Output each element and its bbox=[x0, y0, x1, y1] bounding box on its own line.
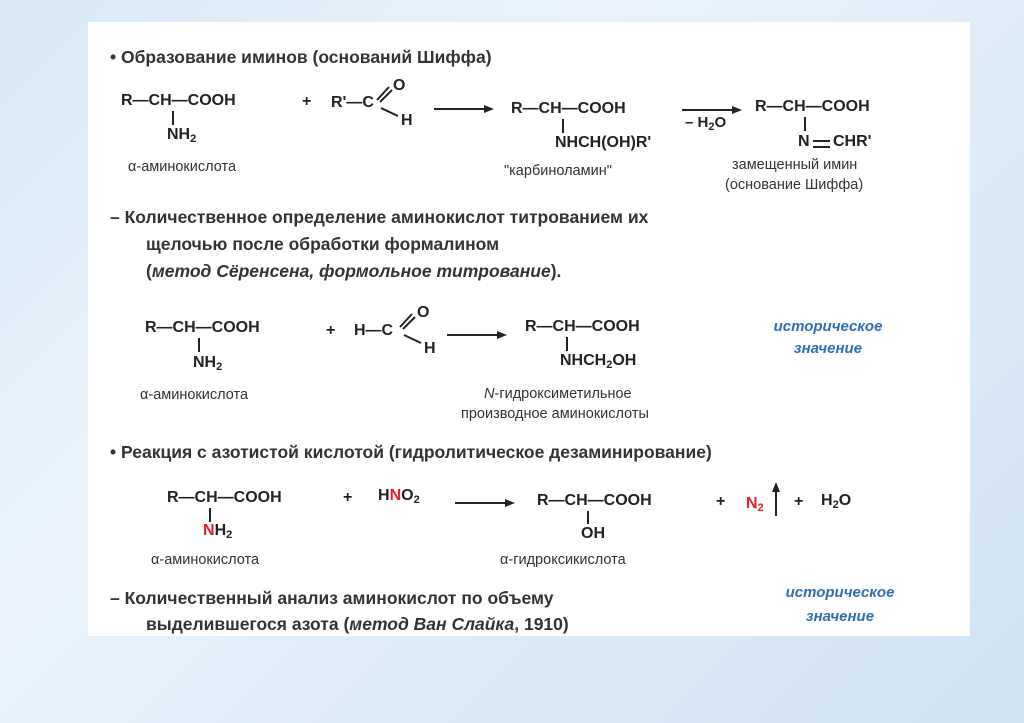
sorensen-line-2: щелочью после обработки формалином bbox=[146, 234, 500, 254]
r3-label-amino-acid: α-аминокислота bbox=[151, 552, 260, 568]
r1-product-n: N bbox=[798, 133, 810, 150]
r3-plus-1: + bbox=[343, 489, 353, 506]
r1-plus: + bbox=[302, 93, 312, 110]
r1-aldehyde-left: R'—C bbox=[331, 94, 374, 111]
r3-gas-up-arrow bbox=[771, 482, 781, 516]
r1-label-product-2: (основание Шиффа) bbox=[725, 177, 864, 193]
r2-product-bond bbox=[566, 337, 568, 351]
r2-product-substituent: $NHCH_2OH$ bbox=[560, 352, 637, 371]
r3-arrow bbox=[455, 498, 515, 508]
r1-arrow-1 bbox=[434, 104, 494, 114]
r2-formaldehyde-h: H bbox=[424, 340, 436, 357]
r2-formaldehyde-bonds bbox=[399, 311, 429, 351]
r2-note-line-2: значение bbox=[793, 340, 863, 357]
r2-note-line-1: историческое bbox=[773, 318, 883, 335]
r2-bond bbox=[198, 338, 200, 352]
slide bbox=[88, 22, 970, 636]
r2-product-chain: R—CH—COOH bbox=[525, 318, 640, 335]
r2-plus: + bbox=[326, 322, 336, 339]
r3-product-chain: R—CH—COOH bbox=[537, 492, 652, 509]
r2-amino-acid-chain: R—CH—COOH bbox=[145, 319, 260, 336]
r3-product-substituent: OH bbox=[581, 525, 605, 542]
r1-aldehyde-bonds bbox=[376, 84, 406, 124]
r1-aldehyde-h: H bbox=[401, 112, 413, 129]
r2-label-product-1: N-гидроксиметильное bbox=[484, 386, 632, 402]
r3-water: $H_2O$ bbox=[821, 492, 852, 511]
r1-intermediate-chain: R—CH—COOH bbox=[511, 100, 626, 117]
r3-plus-2: + bbox=[716, 493, 726, 510]
r1-double-bond bbox=[812, 138, 832, 150]
r1-product-tail: CHR' bbox=[833, 133, 872, 150]
r3-note-line-2: значение bbox=[805, 608, 875, 625]
vanslyke-line-1: – Количественный анализ аминокислот по объему bbox=[110, 588, 554, 608]
r3-nitrogen-gas: $N_2$ bbox=[746, 495, 764, 514]
r3-label-product: α-гидроксикислота bbox=[500, 552, 626, 568]
r3-plus-3: + bbox=[794, 493, 804, 510]
sorensen-line-1: – Количественное определение аминокислот титрованием их bbox=[110, 207, 649, 227]
r3-amino-acid-chain: R—CH—COOH bbox=[167, 489, 282, 506]
r1-amino-group: $NH_2$ bbox=[167, 126, 197, 145]
r3-amino-group: $NH_2$ bbox=[203, 522, 233, 541]
r2-amino-group: $NH_2$ bbox=[193, 354, 223, 373]
r1-aldehyde-o: O bbox=[393, 77, 406, 94]
imine-heading: • Образование иминов (оснований Шиффа) bbox=[110, 47, 492, 67]
r3-bond bbox=[209, 508, 211, 522]
r1-intermediate-bond bbox=[562, 119, 564, 133]
r3-nitrous-acid: $HNO_2$ bbox=[378, 487, 420, 506]
r1-intermediate-substituent: NHCH(OH)R' bbox=[555, 134, 652, 151]
r2-label-product-2: производное аминокислоты bbox=[461, 406, 649, 422]
r3-product-bond bbox=[587, 511, 589, 524]
r1-label-carbinolamine: "карбиноламин" bbox=[504, 163, 612, 179]
r1-label-product-1: замещенный имин bbox=[732, 157, 858, 173]
r2-formaldehyde-o: O bbox=[417, 304, 430, 321]
nitrous-heading: • Реакция с азотистой кислотой (гидролитическое дезаминирование) bbox=[110, 442, 712, 462]
r1-product-chain: R—CH—COOH bbox=[755, 98, 870, 115]
r1-water-loss: – $H_2O$ bbox=[685, 114, 727, 133]
r2-arrow bbox=[447, 330, 507, 340]
r2-label-amino-acid: α-аминокислота bbox=[140, 387, 249, 403]
r2-formaldehyde-left: H—C bbox=[354, 322, 394, 339]
sorensen-line-3: (метод Сёренсена, формольное титрование). bbox=[146, 261, 562, 281]
r1-bond bbox=[172, 111, 174, 125]
r1-amino-acid-chain: R—CH—COOH bbox=[121, 92, 236, 109]
r3-note-line-1: историческое bbox=[785, 584, 895, 601]
vanslyke-line-2: выделившегося азота (метод Ван Слайка, 1910) bbox=[146, 614, 569, 634]
r1-product-bond bbox=[804, 117, 806, 131]
r1-label-amino-acid: α-аминокислота bbox=[128, 159, 237, 175]
